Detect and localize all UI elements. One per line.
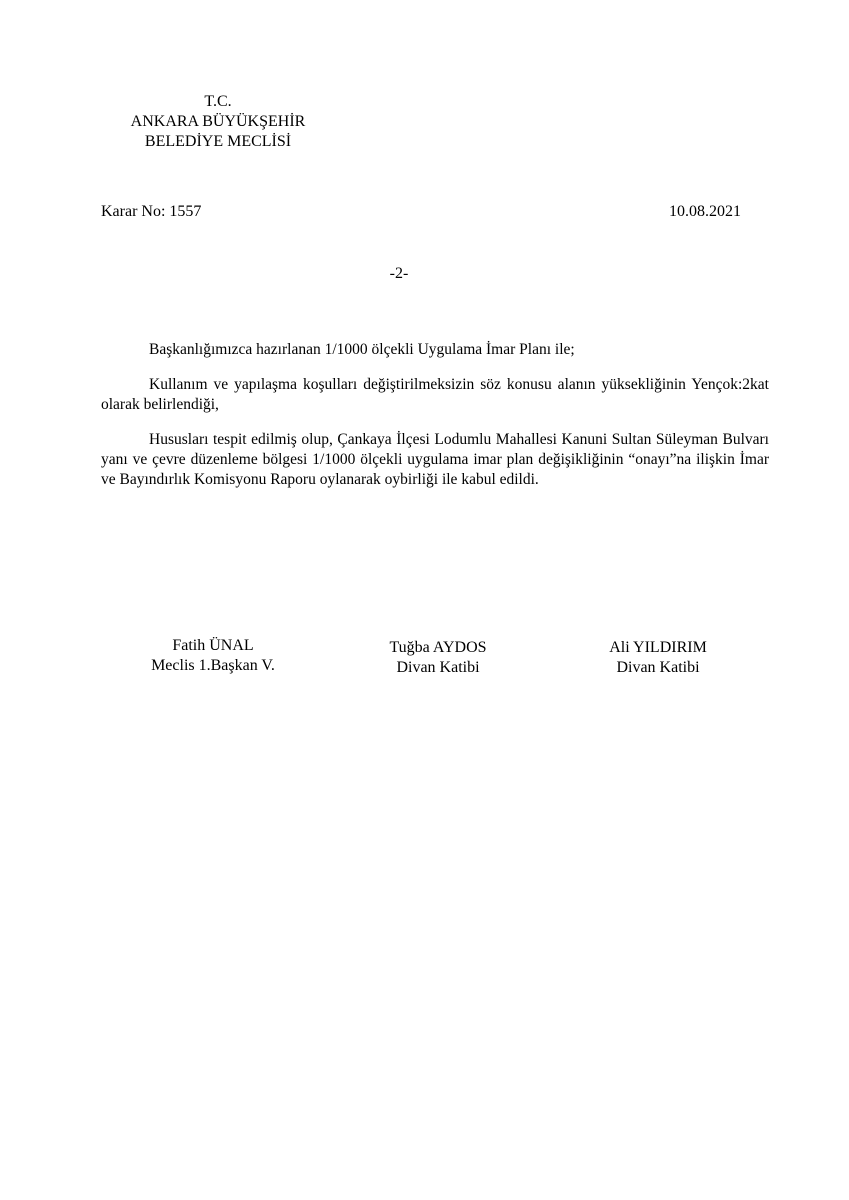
signatory-title: Divan Katibi [616,659,700,676]
signatory-name: Ali YILDIRIM [609,639,707,656]
document-header [100,92,336,152]
header-republic: T.C. [204,93,232,110]
signatory-name: Tuğba AYDOS [389,639,487,656]
signature-block [558,638,758,678]
paragraph: Hususları tespit edilmiş olup, Çankaya İlçesi Lodumlu Mahallesi Kanuni Sultan Süleyman Bulvarı yanı ve çevre düzenleme bölgesi 1/1000 ölçekli uygulama imar plan değişikliğinin “onayı”na ilişkin İmar ve Bayındırlık Komisyonu Raporu oylanarak oybirliği ile kabul edildi. [101,431,769,488]
signatory-title: Divan Katibi [396,659,480,676]
signature-block [113,636,313,676]
page-number: -2- [389,265,409,282]
header-municipality: ANKARA BÜYÜKŞEHİR [130,113,306,130]
paragraph: Başkanlığımızca hazırlanan 1/1000 ölçekli Uygulama İmar Planı ile; [149,341,575,358]
signature-block [338,638,538,678]
signatory-title: Meclis 1.Başkan V. [151,657,275,674]
decision-date: 10.08.2021 [669,203,741,220]
decision-number: Karar No: 1557 [101,203,202,220]
header-council: BELEDİYE MECLİSİ [144,133,292,150]
decision-body [101,340,769,505]
paragraph: Kullanım ve yapılaşma koşulları değiştirilmeksizin söz konusu alanın yüksekliğinin Yençok:2kat olarak belirlendiği, [101,376,769,413]
signatory-name: Fatih ÜNAL [172,637,254,654]
